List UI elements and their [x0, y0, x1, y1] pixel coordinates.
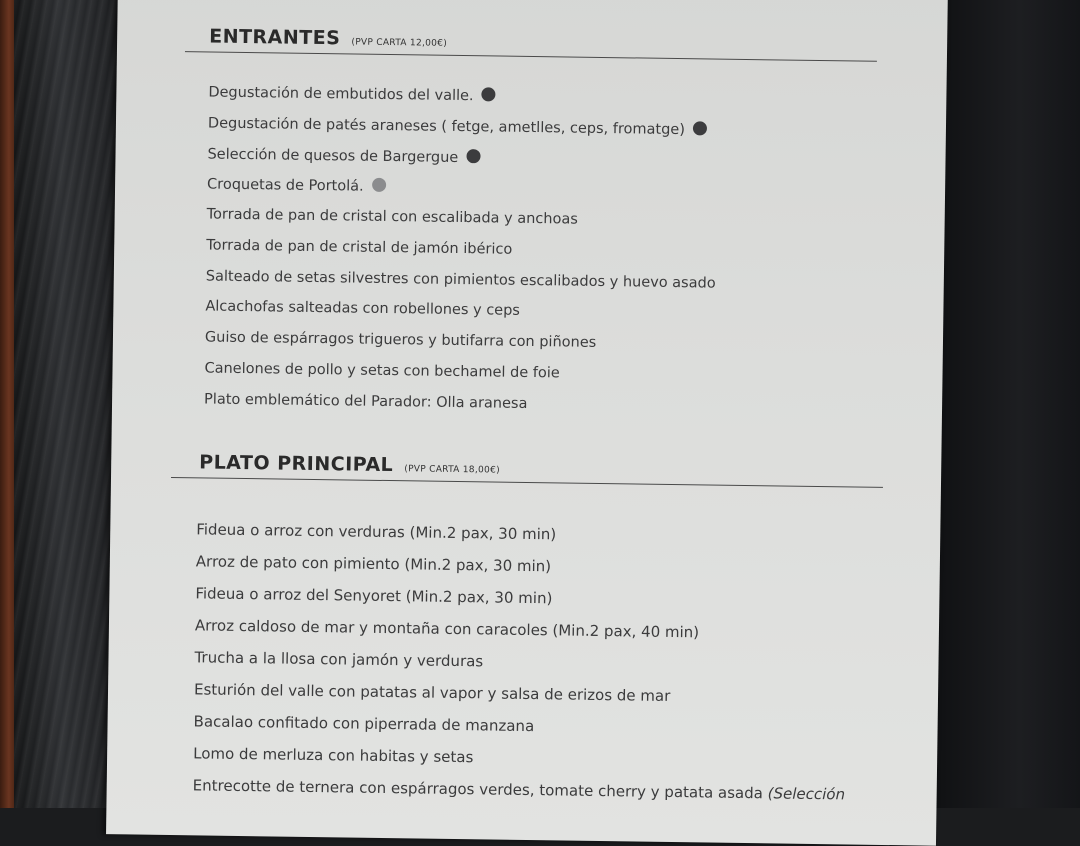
list-item: Arroz caldoso de mar y montaña con caracoles (Min.2 pax, 40 min) — [194, 616, 700, 642]
list-item: Fideua o arroz con verduras (Min.2 pax, 30 min) — [196, 520, 557, 544]
list-item: Guiso de espárragos trigueros y butifarra con piñones — [204, 329, 597, 351]
allergen-dot-icon — [466, 149, 480, 163]
list-item: Arroz de pato con pimiento (Min.2 pax, 30 min) — [195, 552, 552, 576]
list-item: Croquetas de Portolá. — [207, 175, 386, 194]
list-item: Plato emblemático del Parador: Olla aranesa — [203, 391, 528, 412]
allergen-dot-icon — [482, 87, 496, 101]
list-item: Bacalao confitado con piperrada de manzana — [193, 712, 535, 736]
list-item: Canelones de pollo y setas con bechamel de foie — [204, 360, 560, 382]
list-item: Torrada de pan de cristal de jamón ibérico — [206, 237, 513, 258]
list-item: Torrada de pan de cristal con escalibada y anchoas — [206, 206, 578, 228]
list-item-suffix: (Selección — [767, 784, 846, 804]
list-item: Degustación de patés araneses ( fetge, ametlles, ceps, fromatge) — [208, 114, 707, 138]
menu-page — [106, 0, 948, 846]
list-item: Lomo de merluza con habitas y setas — [193, 744, 474, 767]
plato-principal-title: PLATO PRINCIPAL — [199, 451, 394, 477]
list-item: Trucha a la llosa con jamón y verduras — [194, 648, 484, 671]
list-item: Fideua o arroz del Senyoret (Min.2 pax, 30 min) — [195, 584, 553, 608]
list-item: Degustación de embutidos del valle. — [208, 83, 495, 104]
plato-principal-heading — [199, 451, 500, 477]
list-item: Alcachofas salteadas con robellones y ceps — [205, 298, 521, 319]
list-item: Entrecotte de ternera con espárragos verdes, tomate cherry y patata asada (Selección — [192, 776, 846, 804]
entrantes-divider — [185, 51, 877, 62]
list-item: Selección de quesos de Bargergue — [207, 145, 480, 166]
entrantes-price-note: (PVP CARTA 12,00€) — [351, 37, 448, 49]
plato-principal-divider — [171, 477, 883, 488]
allergen-dot-icon — [693, 121, 707, 135]
menu-binder-cover-right — [930, 0, 1080, 808]
list-item: Salteado de setas silvestres con pimientos escalibados y huevo asado — [205, 268, 716, 292]
list-item: Esturión del valle con patatas al vapor y salsa de erizos de mar — [193, 680, 671, 705]
entrantes-heading — [209, 25, 447, 50]
plato-principal-price-note: (PVP CARTA 18,00€) — [404, 464, 500, 476]
allergen-dot-icon — [372, 178, 386, 192]
entrantes-title: ENTRANTES — [209, 25, 341, 50]
